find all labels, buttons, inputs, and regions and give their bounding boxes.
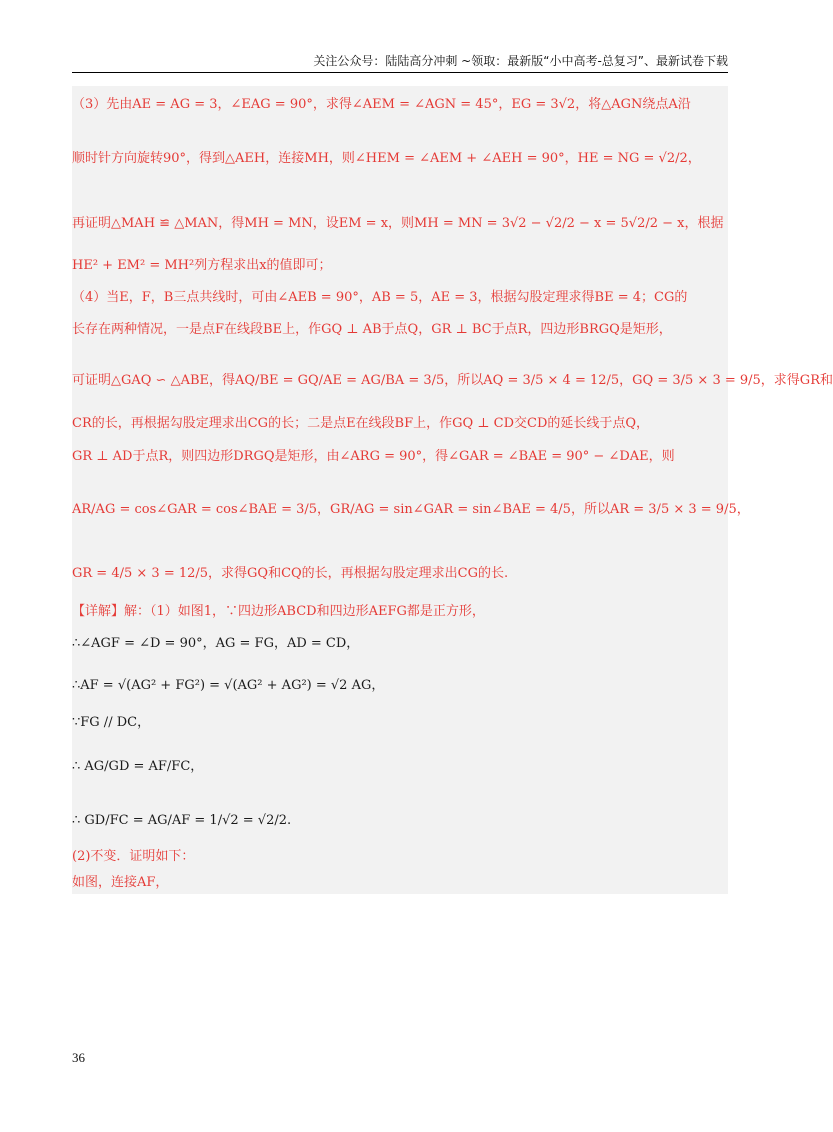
proof-line-4: ∴ AG/GD = AF/FC， [72,759,204,774]
solution-panel [72,86,833,894]
solution-line-9: GR ⊥ AD于点R，则四边形DRGQ是矩形，由∠ARG = 90°，得∠GAR = ∠BAE = 90° − ∠DAE，则 [72,449,675,464]
solution-line-8: CR的长，再根据勾股定理求出CG的长；二是点E在线段BF上，作GQ ⊥ CD交CD的延长线于点Q， [72,416,650,431]
solution-line-1: （3）先由AE = AG = 3，∠EAG = 90°，求得∠AEM = ∠AGN = 45°，EG = 3√2，将△AGN绕点A沿 [72,97,691,112]
solution-line-5: （4）当E，F，B三点共线时，可由∠AEB = 90°，AB = 5，AE = 3，根据勾股定理求得BE = 4；CG的 [72,290,688,305]
solution-line-10: AR/AG = cos∠GAR = cos∠BAE = 3/5，GR/AG = sin∠GAR = sin∠BAE = 4/5，所以AR = 3/5 × 3 = 9/5， [72,502,750,517]
header-text: 关注公众号：陆陆高分冲刺 ~领取：最新版“小中高考-总复习”、最新试卷下载 [313,54,728,68]
solution-line-2: 顺时针方向旋转90°，得到△AEH，连接MH，则∠HEM = ∠AEM + ∠AEH = 90°，HE = NG = √2/2， [72,151,701,166]
solution-line-4: HE² + EM² = MH²列方程求出x的值即可； [72,258,332,273]
page-header [72,52,728,73]
solution-line-3: 再证明△MAH ≌ △MAN，得MH = MN，设EM = x，则MH = MN = 3√2 − √2/2 − x = 5√2/2 − x，根据 [72,216,724,231]
proof-line-2: ∴AF = √(AG² + FG²) = √(AG² + AG²) = √2 AG， [72,678,385,693]
part2-line-1: (2)不变．证明如下： [72,849,195,864]
solution-line-6: 长存在两种情况，一是点F在线段BE上，作GQ ⊥ AB于点Q，GR ⊥ BC于点R，四边形BRGQ是矩形， [72,322,672,337]
proof-line-1: ∴∠AGF = ∠D = 90°，AG = FG，AD = CD， [72,636,360,651]
solution-line-7: 可证明△GAQ ∽ △ABE，得AQ/BE = GQ/AE = AG/BA = 3/5，所以AQ = 3/5 × 4 = 12/5，GQ = 3/5 × 3 = 9/5，求得GR和 [72,373,833,388]
detail-heading-line: 【详解】解：（1）如图1，∵四边形ABCD和四边形AEFG都是正方形， [72,604,485,619]
part2-line-2: 如图，连接AF， [72,875,169,890]
page-number: 36 [72,1050,85,1065]
proof-line-5: ∴ GD/FC = AG/AF = 1/√2 = √2/2. [72,813,292,828]
solution-line-11: GR = 4/5 × 3 = 12/5，求得GQ和CQ的长，再根据勾股定理求出CG的长. [72,566,509,581]
proof-line-3: ∵FG // DC， [72,715,151,730]
